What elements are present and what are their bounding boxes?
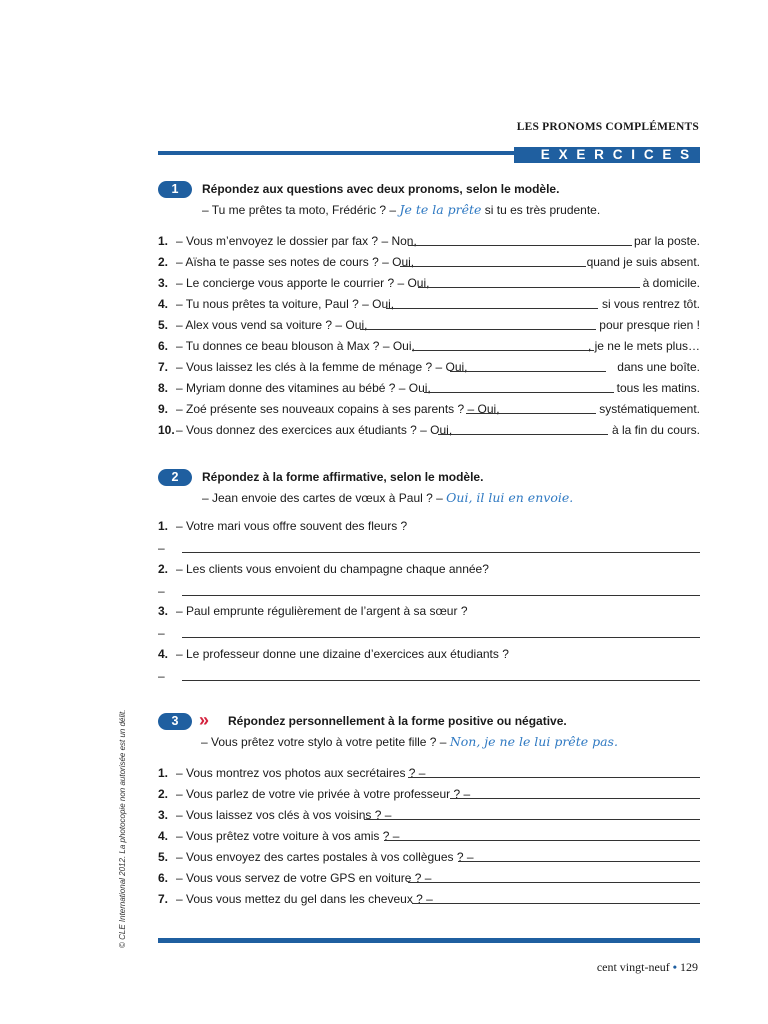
model-answer: Je te la prête <box>399 202 482 217</box>
exercise-item <box>158 296 700 312</box>
exercices-band: EXERCICES <box>514 147 700 163</box>
exercise-item <box>158 317 700 333</box>
item-tail: par la poste. <box>633 234 700 248</box>
item-prompt: – Vous m’envoyez le dossier par fax ? – Non, <box>176 234 417 248</box>
exercise-instruction: Répondez à la forme affirmative, selon le modèle. <box>202 470 484 484</box>
item-number: 3. <box>158 604 169 618</box>
answer-blank[interactable] <box>466 413 596 414</box>
answer-blank[interactable] <box>408 777 700 778</box>
exercise-item <box>158 891 700 907</box>
exercise-model <box>202 490 573 505</box>
answer-blank[interactable] <box>450 371 606 372</box>
item-tail: quand je suis absent. <box>586 255 700 269</box>
item-number: 4. <box>158 829 169 843</box>
item-prompt: – Votre mari vous offre souvent des fleurs ? <box>176 519 408 533</box>
answer-blank[interactable] <box>182 552 700 553</box>
exercise-item <box>158 401 700 417</box>
item-prompt: – Tu donnes ce beau blouson à Max ? – Oui, <box>176 339 415 353</box>
model-prompt: – Vous prêtez votre stylo à votre petite fille ? – <box>201 735 447 749</box>
exercise-3 <box>158 710 700 913</box>
item-number: 2. <box>158 562 169 576</box>
exercise-number-badge: 3 <box>158 713 192 730</box>
footer-rule <box>158 938 700 943</box>
model-answer: Non, je ne le lui prête pas. <box>449 734 618 749</box>
exercise-instruction: Répondez personnellement à la forme positive ou négative. <box>228 714 567 728</box>
exercise-item <box>158 603 700 619</box>
item-number: 2. <box>158 787 169 801</box>
chevron-icon: » <box>199 710 210 730</box>
answer-blank[interactable] <box>182 595 700 596</box>
answer-blank[interactable] <box>400 266 586 267</box>
page-footer <box>597 960 698 975</box>
exercise-item <box>158 338 700 354</box>
item-prompt: – Myriam donne des vitamines au bébé ? – Oui, <box>176 381 431 395</box>
item-tail: dans une boîte. <box>617 360 700 374</box>
item-number: 5. <box>158 850 169 864</box>
item-prompt: – Paul emprunte régulièrement de l’argent à sa sœur ? <box>176 604 468 618</box>
item-number: 6. <box>158 871 169 885</box>
exercise-item <box>158 561 700 577</box>
exercise-model <box>201 734 618 749</box>
answer-blank[interactable] <box>182 680 700 681</box>
item-tail: pour presque rien ! <box>599 318 700 332</box>
item-prompt: – Vous vous mettez du gel dans les cheveux ? – <box>176 892 433 906</box>
answer-blank[interactable] <box>418 287 640 288</box>
page-number-words: cent vingt-neuf <box>596 960 670 974</box>
exercise-number-badge: 2 <box>158 469 192 486</box>
answer-dash: – <box>158 541 165 555</box>
item-prompt: – Vous donnez des exercices aux étudiants ? – Oui, <box>176 423 453 437</box>
model-answer: Oui, il lui en envoie. <box>446 490 574 505</box>
item-tail: tous les matins. <box>616 381 700 395</box>
item-prompt: – Les clients vous envoient du champagne chaque année? <box>176 562 489 576</box>
exercise-2 <box>158 469 700 684</box>
item-number: 5. <box>158 318 169 332</box>
item-number: 1. <box>158 234 169 248</box>
item-number: 7. <box>158 360 169 374</box>
exercise-item <box>158 275 700 291</box>
item-number: 8. <box>158 381 169 395</box>
exercise-item <box>158 765 700 781</box>
item-prompt: – Aïsha te passe ses notes de cours ? – Oui, <box>176 255 415 269</box>
answer-line <box>158 583 700 599</box>
exercise-item <box>158 870 700 886</box>
page-number: 129 <box>680 960 698 974</box>
item-prompt: – Le concierge vous apporte le courrier ? – Oui, <box>176 276 430 290</box>
model-tail: si tu es très prudente. <box>484 203 601 217</box>
answer-dash: – <box>158 626 165 640</box>
exercise-model <box>202 202 600 217</box>
exercise-item <box>158 807 700 823</box>
item-number: 10. <box>158 423 175 437</box>
exercise-item <box>158 380 700 396</box>
item-number: 3. <box>158 808 169 822</box>
answer-blank[interactable] <box>450 798 700 799</box>
header-rule <box>158 147 700 163</box>
item-tail: systématiquement. <box>599 402 700 416</box>
item-prompt: – Le professeur donne une dizaine d’exercices aux étudiants ? <box>176 647 509 661</box>
exercise-item <box>158 233 700 249</box>
item-prompt: – Vous prêtez votre voiture à vos amis ? – <box>176 829 400 843</box>
answer-line <box>158 540 700 556</box>
answer-blank[interactable] <box>384 840 700 841</box>
item-number: 2. <box>158 255 169 269</box>
answer-blank[interactable] <box>408 882 700 883</box>
model-prompt: – Jean envoie des cartes de vœux à Paul ? – <box>202 491 443 505</box>
answer-blank[interactable] <box>364 819 700 820</box>
exercise-instruction: Répondez aux questions avec deux pronoms, selon le modèle. <box>202 182 560 196</box>
item-prompt: – Vous envoyez des cartes postales à vos collègues ? – <box>176 850 474 864</box>
answer-blank[interactable] <box>360 329 596 330</box>
answer-blank[interactable] <box>412 350 594 351</box>
answer-line <box>158 668 700 684</box>
item-number: 1. <box>158 519 169 533</box>
copyright-notice: © CLE International 2012. La photocopie non autorisée est un délit. <box>118 709 127 948</box>
exercise-number-badge: 1 <box>158 181 192 198</box>
item-prompt: – Tu nous prêtes ta voiture, Paul ? – Oui, <box>176 297 395 311</box>
item-number: 9. <box>158 402 169 416</box>
answer-dash: – <box>158 669 165 683</box>
exercise-item <box>158 254 700 270</box>
item-prompt: – Alex vous vend sa voiture ? – Oui, <box>176 318 368 332</box>
exercise-item <box>158 518 700 534</box>
item-number: 4. <box>158 297 169 311</box>
answer-line <box>158 625 700 641</box>
exercise-item <box>158 828 700 844</box>
item-number: 4. <box>158 647 169 661</box>
item-tail: , je ne le mets plus… <box>587 339 700 353</box>
item-number: 6. <box>158 339 169 353</box>
exercise-1 <box>158 181 700 441</box>
exercise-item <box>158 646 700 662</box>
exercise-item <box>158 359 700 375</box>
exercise-item <box>158 849 700 865</box>
answer-blank[interactable] <box>424 392 614 393</box>
item-tail: si vous rentrez tôt. <box>601 297 700 311</box>
item-prompt: – Vous montrez vos photos aux secrétaires ? – <box>176 766 426 780</box>
answer-blank[interactable] <box>408 245 632 246</box>
item-number: 1. <box>158 766 169 780</box>
exercise-item <box>158 786 700 802</box>
answer-dash: – <box>158 584 165 598</box>
footer-bullet: • <box>672 960 677 974</box>
answer-blank[interactable] <box>438 434 608 435</box>
item-prompt: – Vous laissez vos clés à vos voisins ? – <box>176 808 392 822</box>
exercise-item <box>158 422 700 438</box>
item-prompt: – Vous parlez de votre vie privée à votre professeur ? – <box>176 787 471 801</box>
item-number: 7. <box>158 892 169 906</box>
item-number: 3. <box>158 276 169 290</box>
item-prompt: – Vous laissez les clés à la femme de ménage ? – Oui, <box>176 360 468 374</box>
answer-blank[interactable] <box>182 637 700 638</box>
model-prompt: – Tu me prêtes ta moto, Frédéric ? – <box>202 203 397 217</box>
answer-blank[interactable] <box>458 861 700 862</box>
answer-blank[interactable] <box>412 903 700 904</box>
item-prompt: – Zoé présente ses nouveaux copains à ses parents ? – Oui, <box>176 402 500 416</box>
item-tail: à domicile. <box>642 276 700 290</box>
item-tail: à la fin du cours. <box>611 423 700 437</box>
item-prompt: – Vous vous servez de votre GPS en voiture ? – <box>176 871 432 885</box>
chapter-title: LES PRONOMS COMPLÉMENTS <box>516 121 699 133</box>
answer-blank[interactable] <box>386 308 598 309</box>
